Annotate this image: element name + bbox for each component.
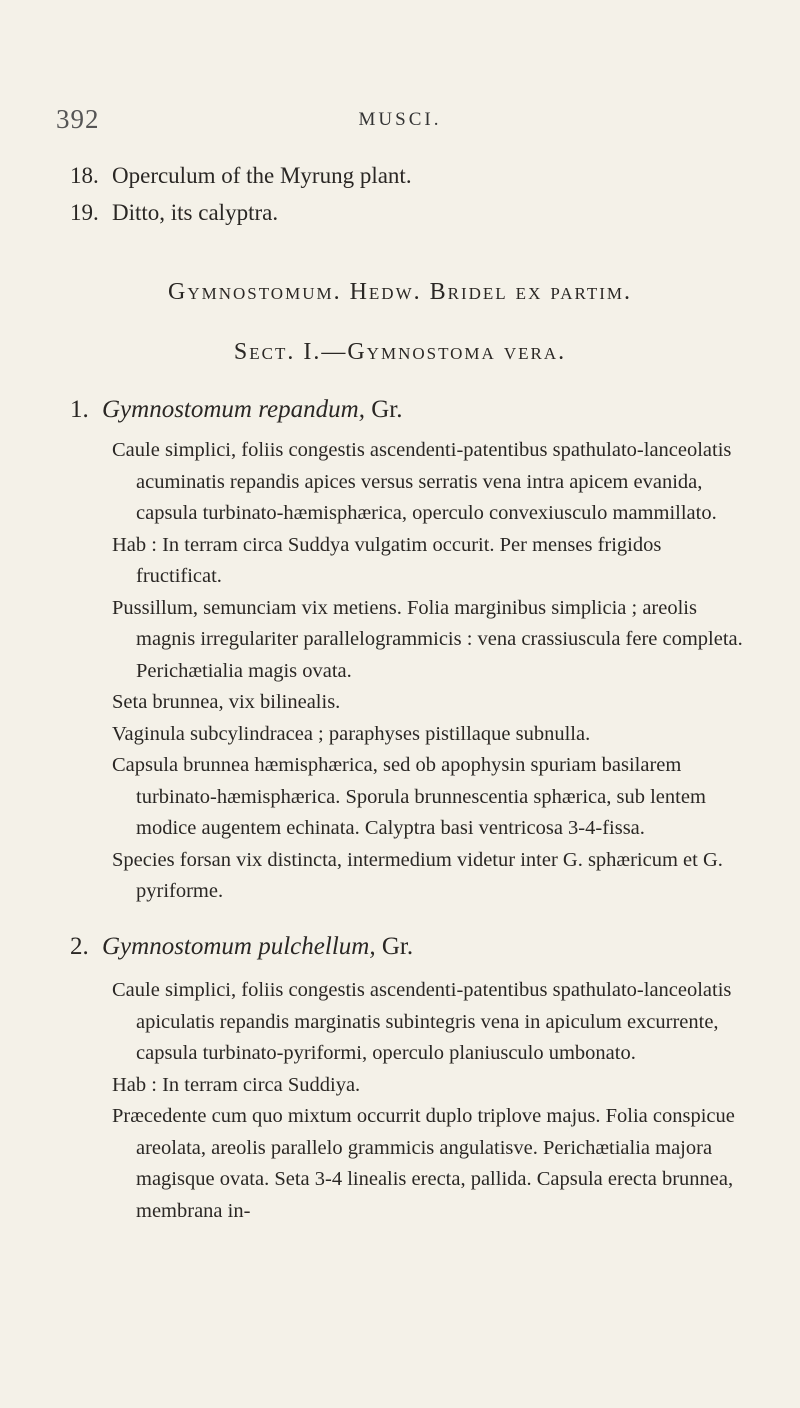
figure-number: 19. <box>70 200 99 225</box>
figure-number: 18. <box>70 163 99 188</box>
species-number: 2. <box>70 933 89 960</box>
paragraph: Species forsan vix distincta, intermedium videtur inter G. sphæricum et G. pyriforme. <box>112 848 723 902</box>
species-author: Gr. <box>371 396 403 423</box>
paragraph: Capsula brunnea hæmisphærica, sed ob apophysin spuriam basilarem turbinato-hæmisphærica. Sporula brunnescentia sphærica, sub lentem modice augentem echinata. Calyptra basi ventricosa 3-4-fissa. <box>112 754 706 839</box>
figure-text: Ditto, its calyptra. <box>112 200 279 225</box>
species-name: Gymnostomum repandum, <box>102 396 365 423</box>
figure-text: Operculum of the Myrung plant. <box>112 163 412 188</box>
paragraph: Seta brunnea, vix bilinealis. <box>112 691 341 713</box>
species-description <box>112 975 752 1227</box>
paragraph: Vaginula subcylindracea ; paraphyses pistillaque subnulla. <box>112 722 591 745</box>
paragraph: Caule simplici, foliis congestis ascendenti-patentibus spathulato-lanceolatis apiculatis repandis marginatis subintegris vena in apiculum excurrente, capsula turbinato-pyriformi, operculo planiusculo umbonato. <box>112 979 732 1064</box>
species-heading <box>70 933 413 961</box>
paragraph: Hab : In terram circa Suddiya. <box>112 1073 361 1096</box>
page-number: 392 <box>56 104 100 134</box>
paragraph: Caule simplici, foliis congestis ascendenti-patentibus spathulato-lanceolatis acuminatis repandis apices versus serratis vena intra apicem evanida, capsula turbinato-hæmisphærica, operculo convexiusculo mammillato. <box>112 439 732 524</box>
species-number: 1. <box>70 396 89 423</box>
figure-caption <box>70 200 278 226</box>
paragraph: Pussillum, semunciam vix metiens. Folia marginibus simplicia ; areolis magnis irregulariter parallelogrammicis : vena crassiuscula fere completa. Perichætialia magis ovata. <box>112 596 743 682</box>
section-heading: Sect. I.—Gymnostoma vera. <box>233 339 567 365</box>
running-title: MUSCI. <box>358 109 442 130</box>
species-description <box>112 435 752 908</box>
species-author: Gr. <box>381 933 414 960</box>
paragraph: Præcedente cum quo mixtum occurrit duplo triplove majus. Folia conspicue areolata, areolis parallelo grammicis angulatisve. Perichætialia majora magisque ovata. Seta 3-4 linealis erecta, pallida. Capsula erecta brunnea, membrana in- <box>112 1105 735 1222</box>
species-heading <box>70 396 402 424</box>
paragraph: Hab : In terram circa Suddya vulgatim occurit. Per menses frigidos fructificat. <box>112 533 662 587</box>
species-name: Gymnostomum pulchellum, <box>102 933 376 960</box>
figure-caption <box>70 163 412 189</box>
genus-heading: Gymnostomum. Hedw. Bridel ex partim. <box>168 279 632 305</box>
